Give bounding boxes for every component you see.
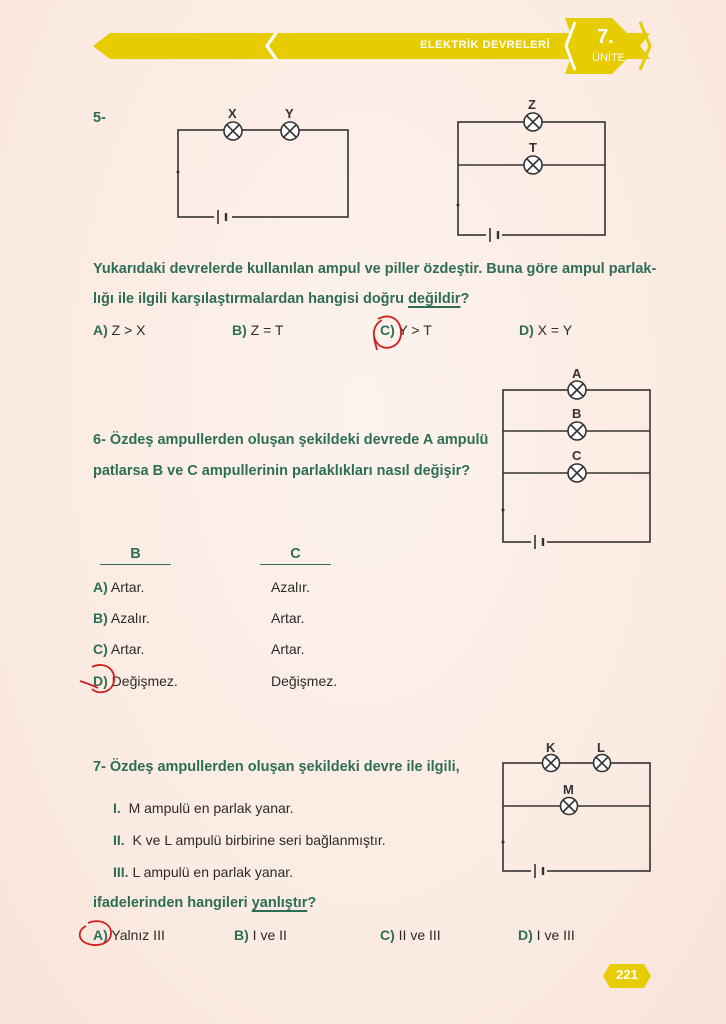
option-text: Y > T bbox=[398, 322, 432, 338]
q5-option-d[interactable] bbox=[519, 322, 572, 338]
unit-number: 7. bbox=[597, 26, 614, 48]
q6-option-b[interactable] bbox=[93, 610, 150, 626]
option-text: II ve III bbox=[398, 927, 441, 943]
option-letter: A) bbox=[93, 927, 108, 943]
statement-num: II. bbox=[113, 832, 125, 848]
q6-option-b-c-value: Artar. bbox=[271, 610, 305, 626]
statement-text: M ampulü en parlak yanar. bbox=[128, 800, 294, 816]
lamp-m-icon bbox=[561, 798, 578, 815]
option-letter: B) bbox=[93, 610, 108, 626]
lamp-x-icon bbox=[224, 122, 242, 140]
q5-circuit-parallel bbox=[450, 95, 615, 245]
option-letter: C) bbox=[93, 641, 108, 657]
lamp-t-icon bbox=[524, 156, 542, 174]
option-text: Z > X bbox=[111, 322, 146, 338]
option-letter: A) bbox=[93, 322, 108, 338]
q7-emphasis: yanlıştır bbox=[251, 895, 308, 911]
q5-text-suffix: ? bbox=[460, 291, 470, 307]
label-z: Z bbox=[528, 97, 536, 112]
q7-statement-1 bbox=[113, 800, 294, 816]
lamp-c-icon bbox=[568, 464, 586, 482]
lamp-k-icon bbox=[543, 755, 560, 772]
label-t: T bbox=[529, 140, 537, 155]
label-l: L bbox=[597, 740, 605, 755]
label-x: X bbox=[228, 106, 237, 121]
q7-circuit bbox=[495, 740, 660, 880]
option-text: Yalnız III bbox=[111, 927, 165, 943]
lamp-b-icon bbox=[568, 422, 586, 440]
header-title: ELEKTRİK DEVRELERİ bbox=[420, 39, 551, 51]
statement-text: K ve L ampulü birbirine seri bağlanmıştır. bbox=[132, 832, 386, 848]
option-letter: C) bbox=[380, 322, 395, 338]
q7-text-line1: 7- Özdeş ampullerden oluşan şekildeki devre ile ilgili, bbox=[93, 759, 460, 775]
label-m: M bbox=[563, 782, 574, 797]
q6-option-a[interactable] bbox=[93, 579, 144, 595]
unit-label: ÜNİTE bbox=[592, 52, 625, 64]
lamp-a-icon bbox=[568, 381, 586, 399]
q6-text-line1: 6- Özdeş ampullerden oluşan şekildeki devrede A ampulü bbox=[93, 432, 489, 448]
option-text: I ve III bbox=[536, 927, 575, 943]
label-b: B bbox=[572, 406, 582, 421]
option-text: Z = T bbox=[250, 322, 284, 338]
q6-option-a-c-value: Azalır. bbox=[271, 579, 310, 595]
q6-answer-mark bbox=[78, 661, 123, 697]
q7-option-c[interactable] bbox=[380, 927, 441, 943]
option-b-value: Değişmez. bbox=[111, 673, 178, 689]
q6-option-c[interactable] bbox=[93, 641, 144, 657]
option-letter: C) bbox=[380, 927, 395, 943]
option-b-value: Artar. bbox=[110, 579, 145, 595]
q7-option-d[interactable] bbox=[518, 927, 575, 943]
q7-statement-2 bbox=[113, 832, 386, 848]
lamp-z-icon bbox=[524, 113, 542, 131]
page-number: 221 bbox=[616, 967, 638, 982]
label-a: A bbox=[572, 366, 582, 381]
statement-num: I. bbox=[113, 800, 121, 816]
q5-text-line2-prefix: lığı ile ilgili karşılaştırmalardan hangisi doğru bbox=[93, 291, 409, 307]
q6-option-d-c-value: Değişmez. bbox=[271, 673, 338, 689]
option-letter: D) bbox=[518, 927, 533, 943]
lamp-l-icon bbox=[594, 755, 611, 772]
label-c: C bbox=[572, 448, 582, 463]
header-banner bbox=[0, 0, 726, 80]
statement-num: III. bbox=[113, 864, 129, 880]
label-k: K bbox=[546, 740, 556, 755]
option-letter: B) bbox=[234, 927, 249, 943]
q7-option-b[interactable] bbox=[234, 927, 287, 943]
q7-closing-prefix: ifadelerinden hangileri bbox=[93, 895, 252, 911]
option-letter: D) bbox=[519, 322, 534, 338]
statement-text: L ampulü en parlak yanar. bbox=[132, 864, 294, 880]
q5-text-line2 bbox=[93, 291, 469, 307]
option-letter: B) bbox=[232, 322, 247, 338]
q7-answer-mark bbox=[74, 918, 118, 950]
q7-closing-suffix: ? bbox=[307, 895, 317, 911]
q5-circuit-series bbox=[170, 100, 360, 230]
q6-col-b-header: B bbox=[100, 546, 171, 565]
q6-text-line2: patlarsa B ve C ampullerinin parlaklıkları nasıl değişir? bbox=[93, 463, 471, 479]
label-y: Y bbox=[285, 106, 294, 121]
q5-answer-mark bbox=[368, 312, 408, 354]
option-b-value: Azalır. bbox=[110, 610, 150, 626]
option-b-value: Artar. bbox=[110, 641, 145, 657]
option-letter: D) bbox=[93, 673, 108, 689]
q7-statement-3 bbox=[113, 864, 293, 880]
option-text: I ve II bbox=[252, 927, 287, 943]
q5-option-b[interactable] bbox=[232, 322, 283, 338]
option-text: X = Y bbox=[537, 322, 573, 338]
q6-col-c-header: C bbox=[260, 546, 331, 565]
q6-circuit bbox=[495, 365, 660, 550]
q5-text-line1: Yukarıdaki devrelerde kullanılan ampul ve piller özdeştir. Buna göre ampul parlak- bbox=[93, 261, 657, 277]
option-letter: A) bbox=[93, 579, 108, 595]
q5-emphasis: değildir bbox=[408, 291, 461, 307]
q7-closing bbox=[93, 895, 316, 911]
lamp-y-icon bbox=[281, 122, 299, 140]
q6-option-c-c-value: Artar. bbox=[271, 641, 305, 657]
q5-option-a[interactable] bbox=[93, 322, 146, 338]
q5-number: 5- bbox=[93, 110, 106, 126]
